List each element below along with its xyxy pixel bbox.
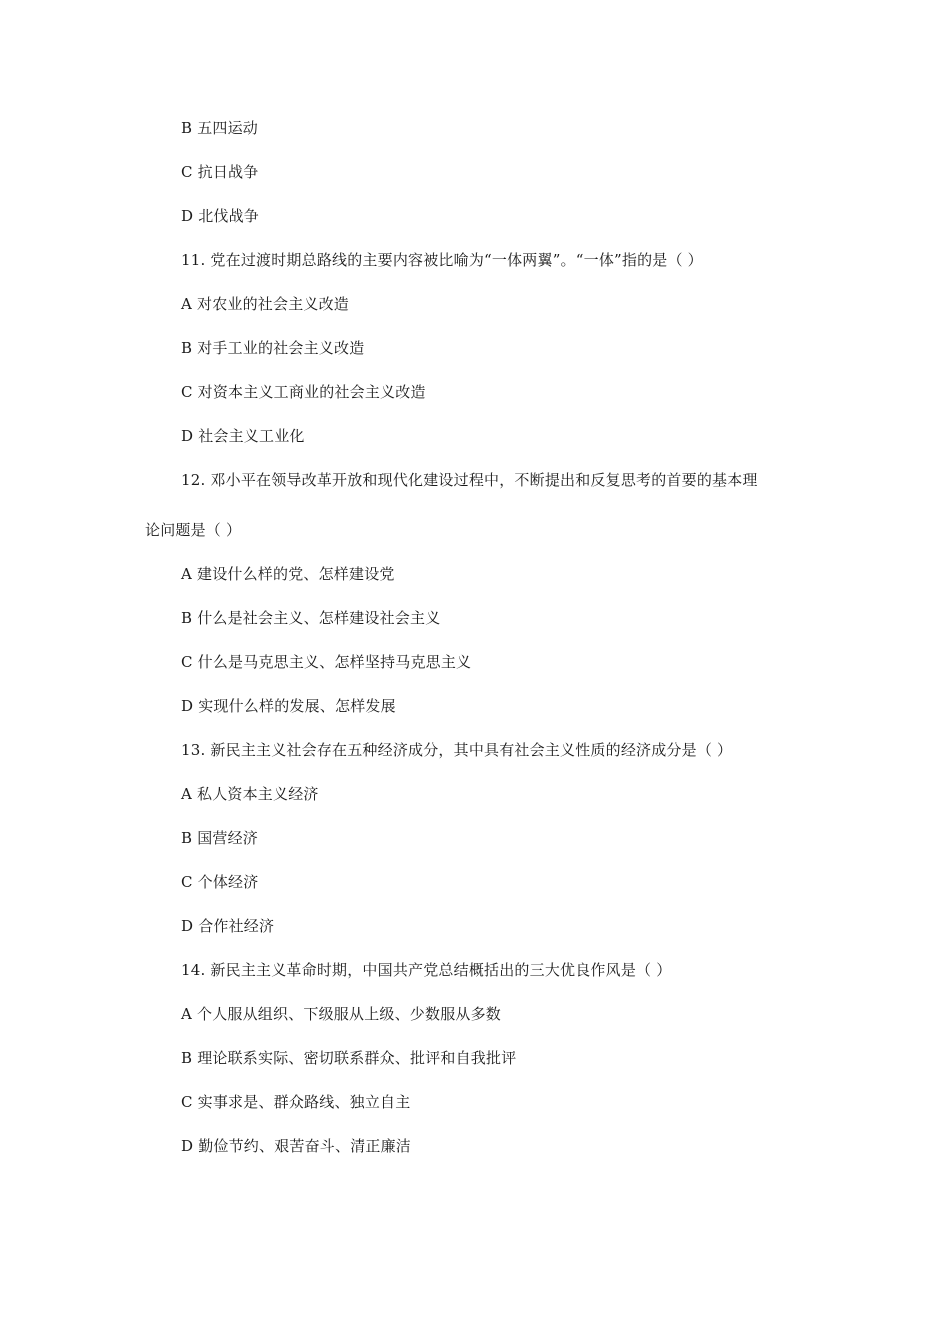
q13-option-c: C 个体经济 <box>181 873 259 891</box>
q10-option-d: D 北伐战争 <box>181 207 259 225</box>
q13-option-a: A 私人资本主义经济 <box>181 785 319 803</box>
q14-option-b: B 理论联系实际、密切联系群众、批评和自我批评 <box>181 1049 517 1067</box>
q11-option-c: C 对资本主义工商业的社会主义改造 <box>181 383 426 401</box>
q12-option-c: C 什么是马克思主义、怎样坚持马克思主义 <box>181 653 472 671</box>
q10-option-b: B 五四运动 <box>181 119 258 137</box>
q12-option-d: D 实现什么样的发展、怎样发展 <box>181 697 396 715</box>
q12-option-b: B 什么是社会主义、怎样建设社会主义 <box>181 609 441 627</box>
q11-option-a: A 对农业的社会主义改造 <box>181 295 350 313</box>
q12-stem-line1: 12. 邓小平在领导改革开放和现代化建设过程中，不断提出和反复思考的首要的基本理 <box>181 471 758 489</box>
q11-option-b: B 对手工业的社会主义改造 <box>181 339 365 357</box>
q12-stem-line2: 论问题是（ ） <box>145 521 242 539</box>
q13-option-d: D 合作社经济 <box>181 917 275 935</box>
q10-option-c: C 抗日战争 <box>181 163 259 181</box>
q14-stem: 14. 新民主主义革命时期，中国共产党总结概括出的三大优良作风是（ ） <box>181 961 672 979</box>
q13-option-b: B 国营经济 <box>181 829 258 847</box>
q13-stem: 13. 新民主主义社会存在五种经济成分，其中具有社会主义性质的经济成分是（ ） <box>181 741 733 759</box>
q14-option-a: A 个人服从组织、下级服从上级、少数服从多数 <box>181 1005 502 1023</box>
q11-stem: 11. 党在过渡时期总路线的主要内容被比喻为“一体两翼”。“一体”指的是（ ） <box>181 251 703 269</box>
q12-option-a: A 建设什么样的党、怎样建设党 <box>181 565 395 583</box>
q14-option-c: C 实事求是、群众路线、独立自主 <box>181 1093 411 1111</box>
q14-option-d: D 勤俭节约、艰苦奋斗、清正廉洁 <box>181 1137 411 1155</box>
q11-option-d: D 社会主义工业化 <box>181 427 305 445</box>
